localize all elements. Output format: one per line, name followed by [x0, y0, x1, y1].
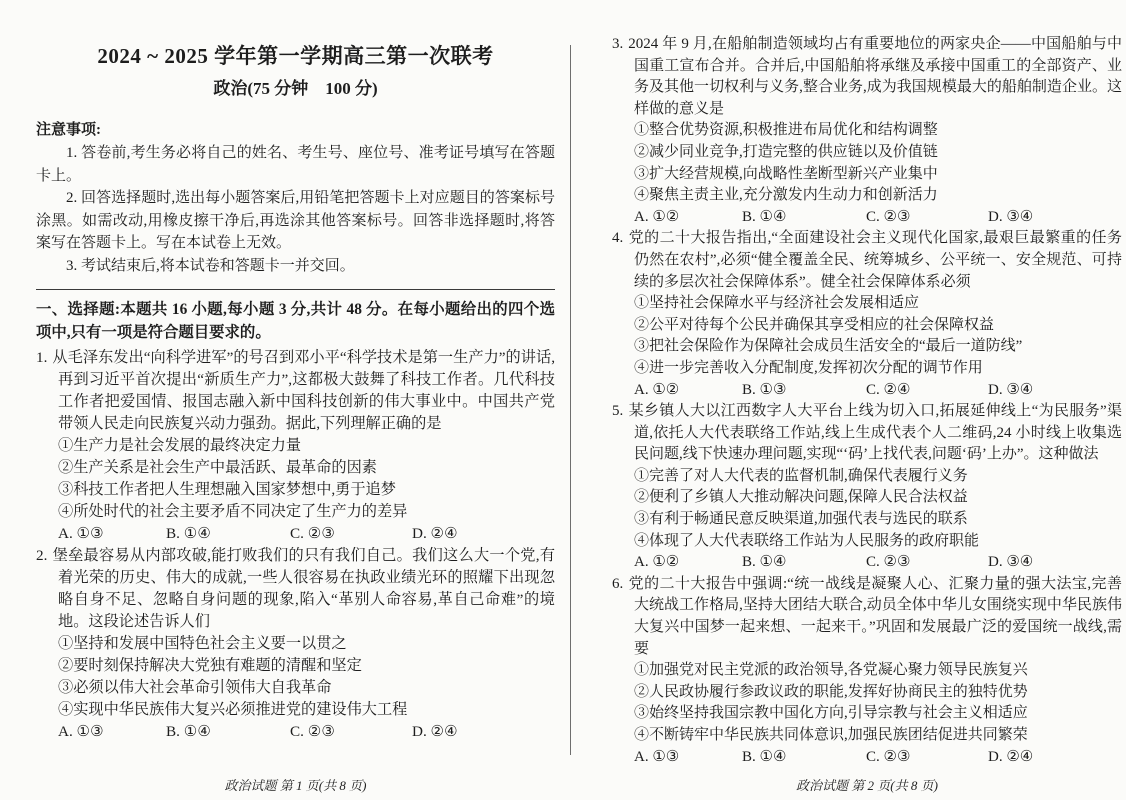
question-5-option-b: B. ①④	[742, 554, 787, 571]
question-4-option-b: B. ①③	[742, 381, 787, 398]
question-6-item-3: ③始终坚持我国宗教中国化方向,引导宗教与社会主义相适应	[634, 705, 1028, 722]
question-3	[612, 34, 1122, 228]
question-5-item-3: ③有利于畅通民意反映渠道,加强代表与选民的联系	[634, 511, 968, 528]
notice-item-1: 1. 答卷前,考生务必将自己的姓名、考生号、座位号、准考证号填写在答题卡上。	[36, 145, 555, 184]
question-6-item-4: ④不断铸牢中华民族共同体意识,加强民族团结促进共同繁荣	[634, 727, 1028, 743]
question-6	[612, 574, 1122, 768]
question-4-item-2: ②公平对待每个公民并确保其享受相应的社会保障权益	[634, 316, 995, 333]
question-3-item-1: ①整合优势资源,积极推进布局优化和结构调整	[634, 122, 938, 139]
question-3-stem	[612, 34, 1122, 120]
question-2-option-a: A. ①③	[58, 722, 104, 740]
question-6-item-1: ①加强党对民主党派的政治领导,各党凝心聚力领导民族复兴	[634, 662, 1028, 679]
question-6-option-d: D. ②④	[988, 748, 1034, 765]
question-4-item-1: ①坚持社会保障水平与经济社会发展相适应	[634, 295, 920, 312]
question-1-option-a: A. ①③	[58, 524, 104, 542]
question-6-options	[634, 747, 1122, 769]
question-2-text: 堡垒最容易从内部攻破,能打败我们的只有我们自己。我们这么大一个党,有着光荣的历史、伟大的成就,一些人很容易在执政业绩光环的照耀下出现忽略自身不足、忽略自身问题的现象,陷入“革别人命容易,革自己命难”的境地。这段论述告诉人们	[52, 546, 555, 630]
page-2	[612, 34, 1122, 793]
question-1-option-d: D. ②④	[412, 524, 458, 542]
question-5-item-2: ②便利了乡镇人大推动解决问题,保障人民合法权益	[634, 489, 968, 506]
question-2-item-4: ④实现中华民族伟大复兴必须推进党的建设伟大工程	[58, 700, 408, 718]
question-1-item-1: ①生产力是社会发展的最终决定力量	[58, 436, 301, 454]
question-3-option-c: C. ②③	[866, 208, 911, 225]
question-3-option-d: D. ③④	[988, 208, 1034, 225]
question-4-option-a: A. ①②	[634, 381, 680, 398]
question-3-text: 2024 年 9 月,在船舶制造领域均占有重要地位的两家央企——中国船舶与中国重工宣布合并。合并后,中国船舶将承继及承接中国重工的全部资产、业务及其他一切权利与义务,整合业务,成为我国规模最大的船舶制造企业。这样做的意义是	[628, 36, 1122, 117]
question-5-options	[634, 552, 1122, 574]
question-1-option-b: B. ①④	[166, 524, 211, 542]
question-5-option-c: C. ②③	[866, 554, 911, 571]
question-4-stem	[612, 228, 1122, 293]
exam-subtitle: 政治(75 分钟 100 分)	[213, 79, 378, 98]
section-rule	[36, 289, 555, 290]
question-2-number: 2.	[36, 546, 48, 564]
question-2	[36, 545, 555, 743]
question-4-option-d: D. ③④	[988, 381, 1034, 398]
question-1-item-3: ③科技工作者把人生理想融入国家梦想中,勇于追梦	[58, 480, 396, 498]
question-3-item-3: ③扩大经营规模,向战略性垄断型新兴产业集中	[634, 165, 938, 182]
page-1-footer: 政治试题 第 1 页(共 8 页)	[224, 778, 367, 793]
question-3-number: 3.	[612, 36, 624, 52]
question-2-option-d: D. ②④	[412, 722, 458, 740]
question-4-item-3: ③把社会保险作为保障社会成员生活安全的“最后一道防线”	[634, 338, 1023, 355]
page-2-footer: 政治试题 第 2 页(共 8 页)	[796, 778, 938, 793]
question-4	[612, 228, 1122, 401]
question-1-options	[58, 523, 555, 545]
question-2-item-1: ①坚持和发展中国特色社会主义要一以贯之	[58, 634, 347, 652]
question-5-item-1: ①完善了对人大代表的监督机制,确保代表履行义务	[634, 467, 968, 484]
question-3-option-a: A. ①②	[634, 208, 680, 225]
question-2-options	[58, 721, 555, 743]
question-6-stem	[612, 574, 1122, 660]
notice-item-3: 3. 考试结束后,将本试卷和答题卡一并交回。	[66, 257, 355, 274]
question-2-item-3: ③必须以伟大社会革命引领伟大自我革命	[58, 678, 332, 696]
question-4-text: 党的二十大报告指出,“全面建设社会主义现代化国家,最艰巨最繁重的任务仍然在农村”,必须“健全覆盖全民、统筹城乡、公平统一、安全规范、可持续的多层次社会保障体系”。健全社会保障体系必须	[628, 230, 1122, 290]
question-2-option-b: B. ①④	[166, 722, 211, 740]
question-1-stem	[36, 347, 555, 435]
question-2-option-c: C. ②③	[290, 722, 335, 740]
question-4-number: 4.	[612, 230, 624, 247]
question-6-option-c: C. ②③	[866, 748, 911, 765]
question-3-item-2: ②减少同业竞争,打造完整的供应链以及价值链	[634, 143, 938, 160]
question-6-text: 党的二十大报告中强调:“统一战线是凝聚人心、汇聚力量的强大法宝,完善大统战工作格局,坚持大团结大联合,动员全体中华儿女围绕实现中华民族伟大复兴中国梦一起来想、一起来干。”巩固和发展最广泛的爱国统一战线,需要	[628, 575, 1122, 657]
question-4-item-4: ④进一步完善收入分配制度,发挥初次分配的调节作用	[634, 359, 983, 376]
question-3-item-4: ④聚焦主责主业,充分激发内生动力和创新活力	[634, 187, 938, 204]
question-1-text: 从毛泽东发出“向科学进军”的号召到邓小平“科学技术是第一生产力”的讲话,再到习近平首次提出“新质生产力”,这都极大鼓舞了科技工作者。几代科技工作者把爱国情、报国志融入新中国科技创新的伟大事业中。中国共产党带领人民走向民族复兴动力强劲。据此,下列理解正确的是	[52, 348, 555, 432]
question-1-option-c: C. ②③	[290, 524, 335, 542]
question-6-number: 6.	[612, 575, 624, 592]
question-2-stem	[36, 545, 555, 633]
question-6-option-b: B. ①④	[742, 748, 787, 765]
notice-item-2: 2. 回答选择题时,选出每小题答案后,用铅笔把答题卡上对应题目的答案标号涂黑。如需改动,用橡皮擦干净后,再选涂其他答案标号。回答非选择题时,将答案写在答题卡上。写在本试卷上无效。	[36, 190, 555, 252]
question-5-option-d: D. ③④	[988, 554, 1034, 571]
question-6-option-a: A. ①③	[634, 748, 680, 765]
page-1	[36, 34, 555, 793]
question-1-item-2: ②生产关系是社会生产中最活跃、最革命的因素	[58, 458, 377, 476]
page-divider-line	[570, 45, 571, 755]
question-3-option-b: B. ①④	[742, 208, 787, 225]
question-1-item-4: ④所处时代的社会主要矛盾不同决定了生产力的差异	[58, 502, 408, 520]
question-4-options	[634, 380, 1122, 402]
question-5-stem	[612, 401, 1122, 466]
question-5-option-a: A. ①②	[634, 554, 680, 571]
section-heading: 一、选择题:本题共 16 小题,每小题 3 分,共计 48 分。在每小题给出的四个选项中,只有一项是符合题目要求的。	[36, 300, 555, 342]
question-1	[36, 347, 555, 545]
question-5-text: 某乡镇人大以江西数字人大平台上线为切入口,拓展延伸线上“为民服务”渠道,依托人大代表联络工作站,线上生成代表个人二维码,24 小时线上收集选民问题,线下快速办理问题,实现“‘码’上找代表,问题‘码’上办”。这种做法	[628, 403, 1122, 463]
question-5	[612, 401, 1122, 574]
question-6-item-2: ②人民政协履行参政议政的职能,发挥好协商民主的独特优势	[634, 683, 1028, 700]
question-5-number: 5.	[612, 403, 624, 420]
notice-block	[36, 119, 555, 278]
question-1-number: 1.	[36, 348, 48, 366]
question-4-option-c: C. ②④	[866, 381, 911, 398]
exam-title: 2024 ~ 2025 学年第一学期高三第一次联考	[97, 44, 494, 68]
question-5-item-4: ④体现了人大代表联络工作站为人民服务的政府职能	[634, 532, 980, 549]
question-2-item-2: ②要时刻保持解决大党独有难题的清醒和坚定	[58, 656, 362, 674]
question-3-options	[634, 207, 1122, 229]
notice-heading: 注意事项:	[36, 122, 101, 138]
